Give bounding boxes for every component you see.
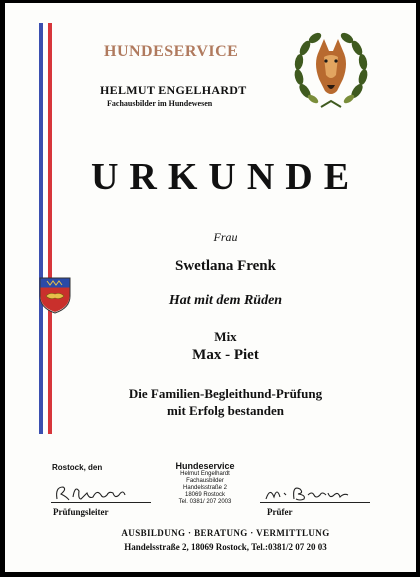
stamp-line: Tel. 0381/ 207 2003 bbox=[178, 499, 232, 505]
company-stamp bbox=[160, 461, 250, 506]
stamp-line: Fachausbilder bbox=[186, 478, 224, 484]
place-date: Rostock, den bbox=[52, 463, 103, 472]
salutation: Frau bbox=[213, 230, 238, 244]
flag-stripe-red bbox=[48, 23, 52, 434]
left-signature bbox=[51, 481, 151, 503]
footer-address: Handelsstraße 2, 18069 Rostock, Tel.:0381/2 07 20 03 bbox=[124, 542, 327, 552]
examiner-label: Prüfer bbox=[267, 507, 293, 517]
exam-name: Die Familien-Begleithund-Prüfung bbox=[128, 386, 323, 401]
statement: Hat mit dem Rüden bbox=[168, 293, 283, 308]
dog-breed: Mix bbox=[214, 329, 237, 344]
certificate-title: URKUNDE bbox=[90, 156, 361, 198]
dog-name: Max - Piet bbox=[192, 347, 259, 363]
exam-leader-label: Prüfungsleiter bbox=[53, 507, 109, 517]
owner-subtitle: Fachausbilder im Hundewesen bbox=[107, 99, 213, 108]
right-signature bbox=[260, 481, 370, 503]
left-signature-line bbox=[51, 502, 151, 503]
right-signature-line bbox=[260, 502, 370, 503]
footer-services: AUSBILDUNG · BERATUNG · VERMITTLUNG bbox=[121, 528, 330, 538]
owner-name: HELMUT ENGELHARDT bbox=[100, 83, 247, 97]
certificate-sheet bbox=[5, 3, 416, 572]
exam-result: mit Erfolg bestanden bbox=[167, 403, 284, 418]
brand-name: HUNDESERVICE bbox=[104, 43, 239, 60]
recipient-name: Swetlana Frenk bbox=[175, 258, 276, 274]
stamp-line: 18069 Rostock bbox=[184, 492, 226, 498]
stamp-title: Hundeservice bbox=[175, 461, 235, 471]
stamp-line: Helmut Engelhardt bbox=[180, 471, 230, 477]
dog-head-wreath-icon bbox=[291, 29, 371, 113]
flag-stripe-white bbox=[43, 23, 47, 434]
stamp-line: Handelsstraße 2 bbox=[182, 485, 228, 491]
